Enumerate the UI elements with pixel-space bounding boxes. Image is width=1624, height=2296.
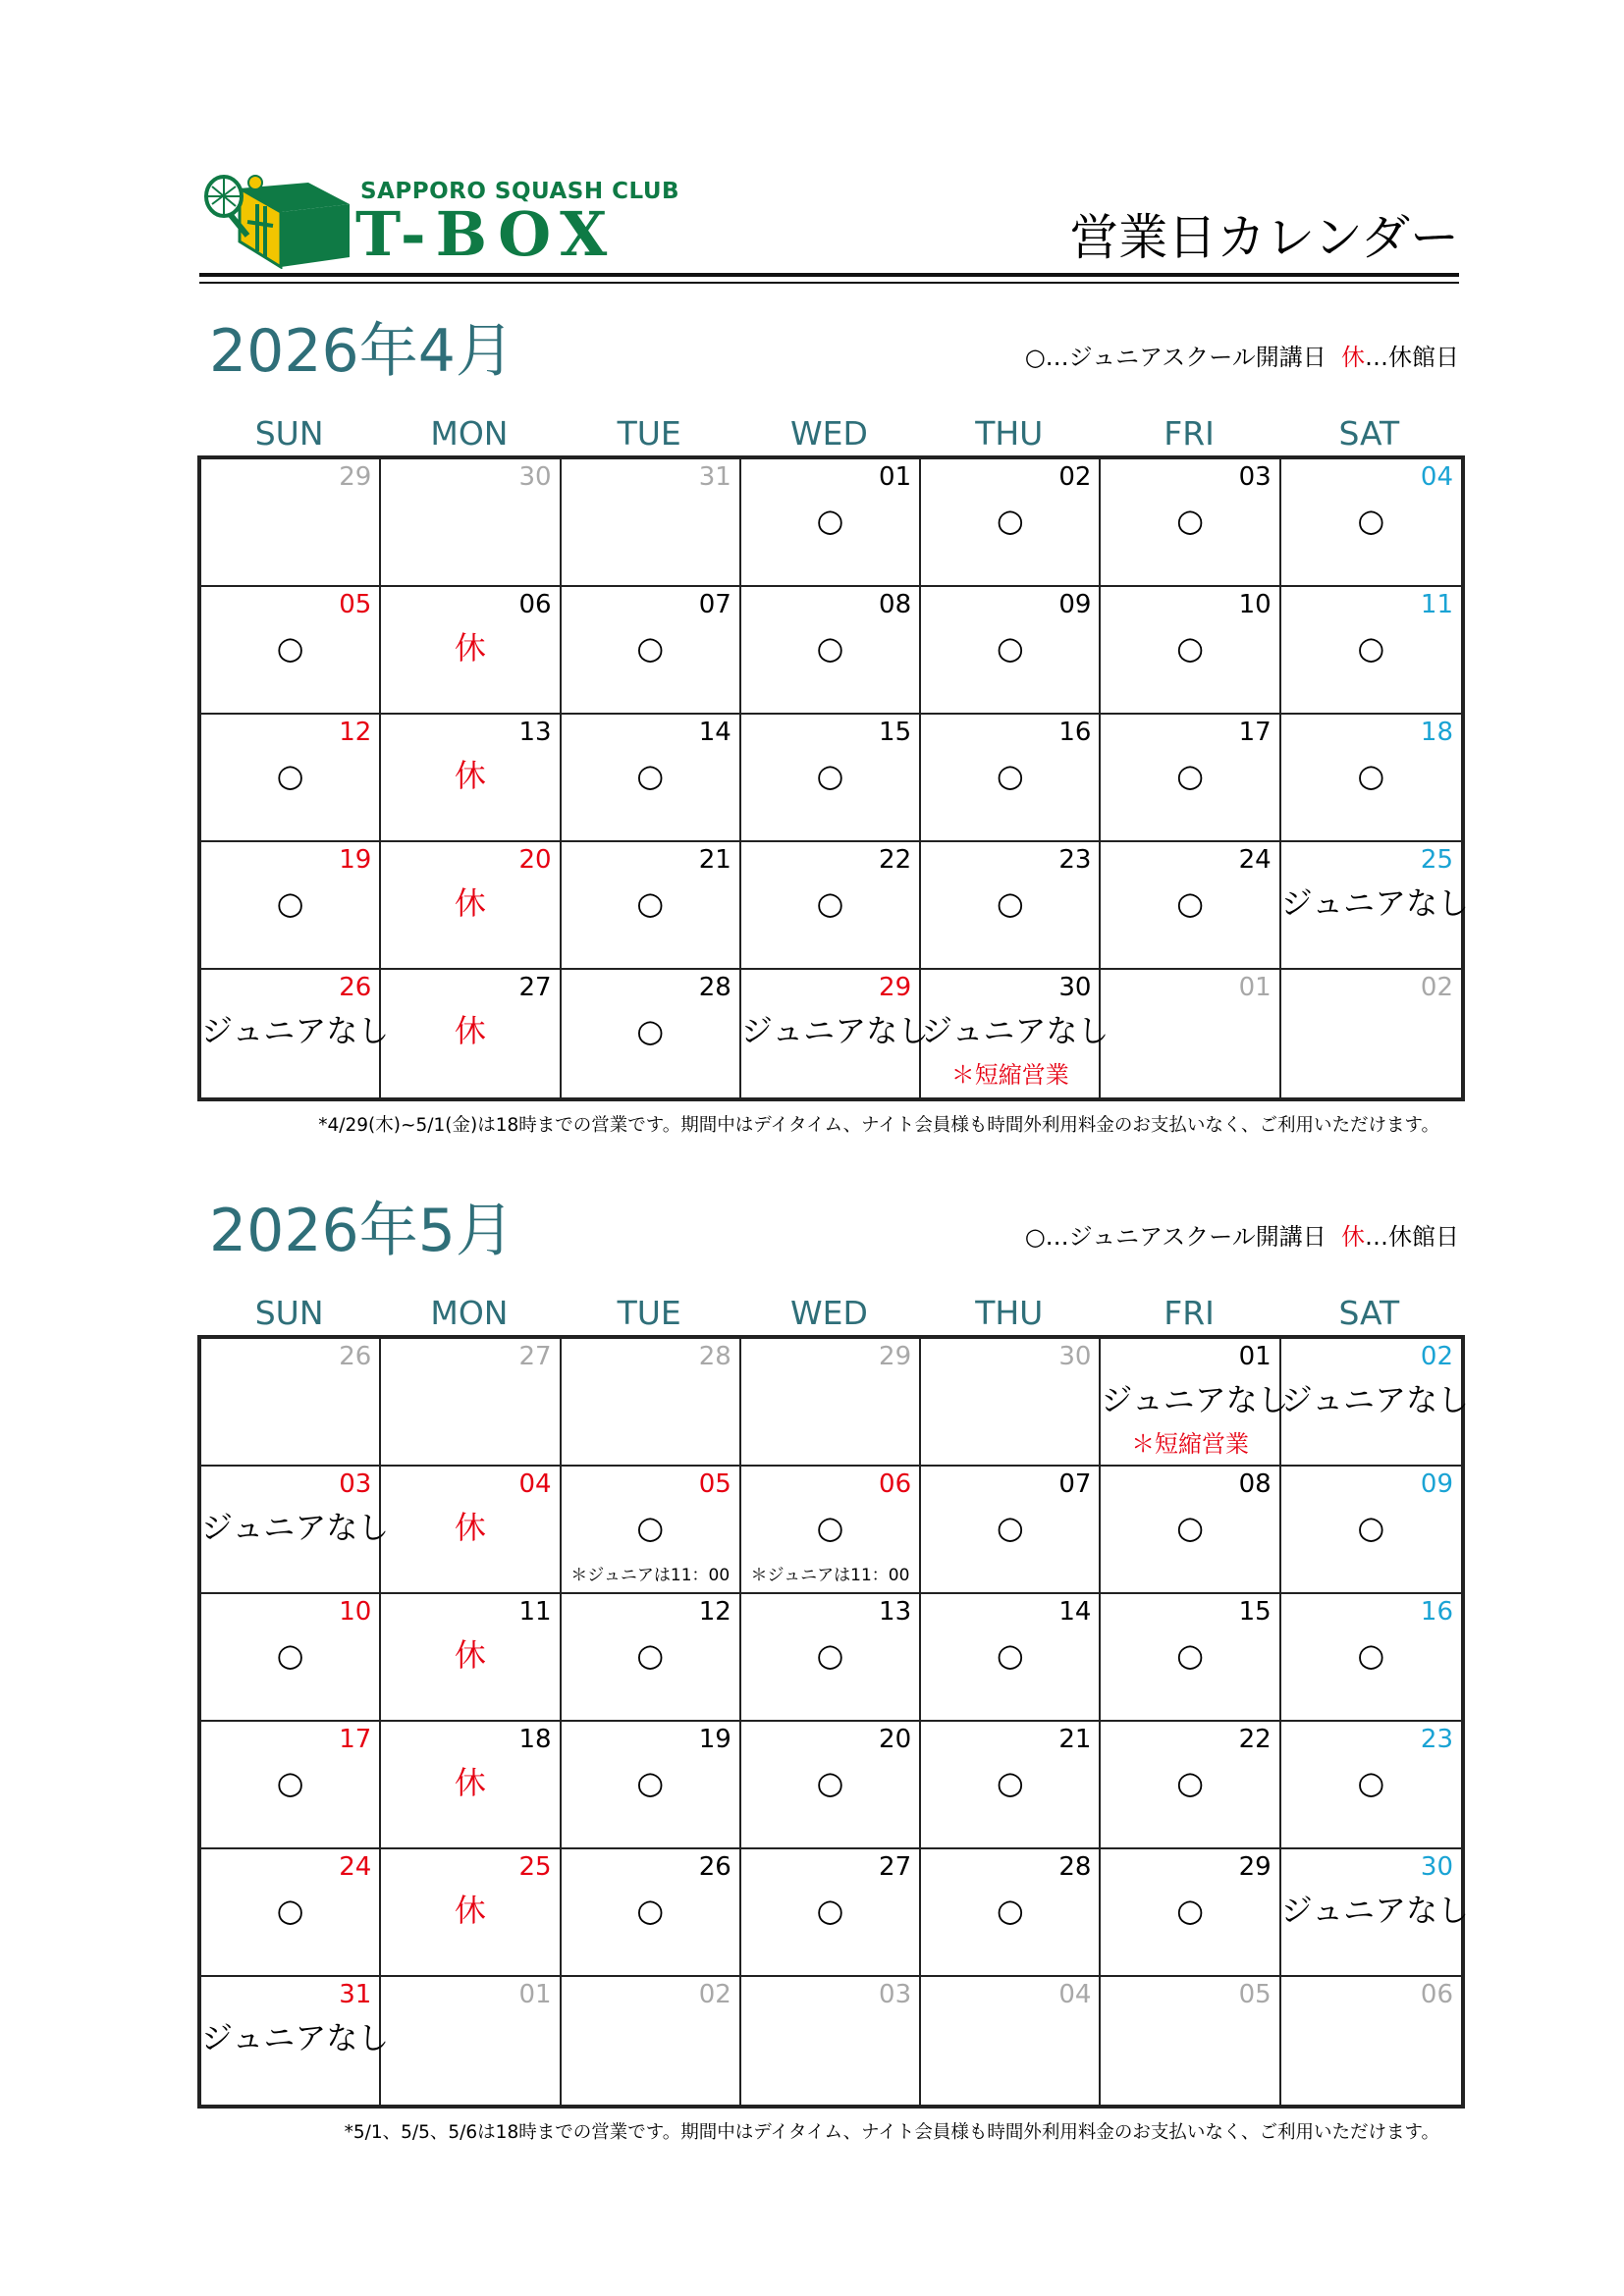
- calendar-day-cell: [1280, 1849, 1470, 1977]
- calendar-day-cell: [381, 970, 561, 1097]
- calendar-day-cell: [1101, 1339, 1289, 1467]
- legend-closed-symbol: 休: [1341, 1223, 1365, 1251]
- day-number: 04: [1058, 1980, 1092, 2009]
- day-number: 06: [518, 590, 552, 619]
- weekday-wed: WED: [790, 1294, 868, 1332]
- junior-school-mark: ○: [276, 757, 304, 794]
- calendar-day-cell: [1101, 459, 1280, 587]
- calendar-day-cell: [381, 587, 561, 715]
- calendar-day-cell: [1101, 1849, 1280, 1977]
- day-number: 30: [518, 462, 552, 492]
- day-number: 01: [1238, 973, 1272, 1002]
- junior-school-mark: ○: [636, 1509, 665, 1546]
- calendar-day-cell: [201, 1339, 381, 1467]
- no-junior-label: ジュニアなし: [201, 1012, 390, 1049]
- junior-school-mark: ○: [276, 1764, 304, 1801]
- header-divider: [199, 273, 1459, 277]
- day-number: 10: [1238, 590, 1272, 619]
- calendar-day-cell: [1101, 1467, 1280, 1594]
- weekday-header: [199, 1294, 1459, 1333]
- calendar-day-cell: [562, 1722, 741, 1849]
- day-number: 28: [1058, 1852, 1092, 1882]
- club-logo: [200, 171, 680, 270]
- calendar-day-cell: [201, 1849, 381, 1977]
- junior-school-mark: ○: [1176, 1509, 1205, 1546]
- calendar-day-cell: [562, 842, 741, 970]
- calendar-day-cell: [562, 1977, 741, 2105]
- junior-school-mark: ○: [816, 1764, 844, 1801]
- junior-school-mark: ○: [636, 1764, 665, 1801]
- junior-school-mark: ○: [1176, 884, 1205, 922]
- weekday-sun: SUN: [254, 1294, 324, 1332]
- legend-closed-symbol: 休: [1341, 344, 1365, 371]
- calendar-day-cell: [1281, 587, 1461, 715]
- calendar-day-cell: [1101, 1594, 1280, 1722]
- weekday-thu: THU: [975, 414, 1044, 453]
- no-junior-label: ジュニアなし: [1280, 1892, 1470, 1929]
- day-number: 02: [698, 1980, 731, 2009]
- page-title: 営業日カレンダー: [1069, 209, 1459, 266]
- calendar-day-cell: [1281, 970, 1461, 1097]
- day-number: 29: [879, 1342, 912, 1371]
- club-name: SAPPORO SQUASH CLUB: [360, 179, 680, 204]
- junior-time-note: ＊ジュニアは11：00: [750, 1566, 910, 1585]
- calendar-day-cell: [1101, 970, 1280, 1097]
- day-number: 03: [339, 1469, 372, 1499]
- calendar-day-cell: [741, 1467, 921, 1594]
- legend: [1025, 1222, 1459, 1252]
- weekday-mon: MON: [430, 1294, 509, 1332]
- short-hours-note: ＊短縮営業: [1131, 1430, 1250, 1458]
- calendar-day-cell: [562, 459, 741, 587]
- junior-school-mark: ○: [816, 1636, 844, 1674]
- calendar-day-cell: [201, 1467, 390, 1594]
- legend-open-symbol: ○: [1024, 344, 1046, 371]
- day-number: 14: [1058, 1597, 1092, 1627]
- day-number: 28: [698, 973, 731, 1002]
- closed-mark: 休: [454, 629, 486, 667]
- junior-school-mark: ○: [816, 502, 844, 539]
- junior-school-mark: ○: [1357, 1764, 1385, 1801]
- day-number: 29: [339, 462, 372, 492]
- day-number: 30: [1058, 1342, 1092, 1371]
- calendar-day-cell: [201, 587, 381, 715]
- weekday-sun: SUN: [254, 414, 324, 453]
- no-junior-label: ジュニアなし: [921, 1012, 1110, 1049]
- junior-school-mark: ○: [996, 1764, 1024, 1801]
- header-divider-thin: [199, 282, 1459, 284]
- calendar-day-cell: [921, 1977, 1101, 2105]
- legend-open-symbol: ○: [1024, 1223, 1046, 1251]
- calendar-day-cell: [1281, 1467, 1461, 1594]
- day-number: 08: [1238, 1469, 1272, 1499]
- no-junior-label: ジュニアなし: [201, 1509, 390, 1546]
- calendar-grid: [197, 455, 1470, 1101]
- day-number: 09: [1058, 590, 1092, 619]
- no-junior-label: ジュニアなし: [1280, 884, 1470, 922]
- calendar-day-cell: [1101, 842, 1280, 970]
- day-number: 26: [339, 973, 372, 1002]
- calendar-day-cell: [921, 1849, 1101, 1977]
- day-number: 08: [879, 590, 912, 619]
- day-number: 19: [339, 845, 372, 875]
- month-title: 2026年5月: [209, 1197, 514, 1265]
- day-number: 10: [339, 1597, 372, 1627]
- junior-school-mark: ○: [816, 1892, 844, 1929]
- day-number: 16: [1420, 1597, 1453, 1627]
- junior-school-mark: ○: [276, 884, 304, 922]
- day-number: 01: [1238, 1342, 1272, 1371]
- calendar-day-cell: [562, 1849, 741, 1977]
- day-number: 03: [1238, 462, 1272, 492]
- junior-school-mark: ○: [816, 884, 844, 922]
- junior-school-mark: ○: [1357, 1509, 1385, 1546]
- no-junior-label: ジュニアなし: [740, 1012, 930, 1049]
- calendar-day-cell: [1280, 842, 1470, 970]
- junior-school-mark: ○: [1357, 629, 1385, 667]
- weekday-fri: FRI: [1164, 414, 1215, 453]
- junior-school-mark: ○: [816, 757, 844, 794]
- calendar-day-cell: [741, 459, 921, 587]
- day-number: 23: [1058, 845, 1092, 875]
- day-number: 18: [518, 1725, 552, 1754]
- calendar-day-cell: [562, 1594, 741, 1722]
- no-junior-label: ジュニアなし: [1280, 1381, 1470, 1418]
- calendar-day-cell: [381, 842, 561, 970]
- calendar-day-cell: [741, 1722, 921, 1849]
- junior-school-mark: ○: [996, 1892, 1024, 1929]
- day-number: 01: [518, 1980, 552, 2009]
- no-junior-label: ジュニアなし: [201, 2019, 390, 2056]
- junior-school-mark: ○: [996, 757, 1024, 794]
- day-number: 15: [1238, 1597, 1272, 1627]
- day-number: 30: [1058, 973, 1092, 1002]
- calendar-day-cell: [381, 1467, 561, 1594]
- calendar-day-cell: [741, 842, 921, 970]
- weekday-header: [199, 414, 1459, 454]
- footnote: *5/1、5/5、5/6は18時までの営業です。期間中はデイタイム、ナイト会員様も時間外利用料金のお支払いなく、ご利用いただけます。: [344, 2122, 1439, 2143]
- legend-closed-text: …休館日: [1365, 344, 1459, 371]
- day-number: 15: [879, 718, 912, 747]
- day-number: 22: [879, 845, 912, 875]
- day-number: 09: [1420, 1469, 1453, 1499]
- day-number: 24: [1238, 845, 1272, 875]
- calendar-day-cell: [381, 1977, 561, 2105]
- day-number: 27: [518, 1342, 552, 1371]
- calendar-day-cell: [921, 970, 1110, 1097]
- calendar-day-cell: [921, 1339, 1101, 1467]
- day-number: 22: [1238, 1725, 1272, 1754]
- day-number: 07: [1058, 1469, 1092, 1499]
- day-number: 29: [1238, 1852, 1272, 1882]
- day-number: 03: [879, 1980, 912, 2009]
- legend-closed-text: …休館日: [1365, 1223, 1459, 1251]
- day-number: 07: [698, 590, 731, 619]
- junior-school-mark: ○: [276, 1636, 304, 1674]
- day-number: 12: [339, 718, 372, 747]
- legend-open-text: …ジュニアスクール開講日: [1045, 344, 1326, 371]
- calendar-day-cell: [921, 715, 1101, 842]
- day-number: 28: [698, 1342, 731, 1371]
- closed-mark: 休: [454, 884, 486, 922]
- day-number: 05: [1238, 1980, 1272, 2009]
- day-number: 05: [698, 1469, 731, 1499]
- junior-school-mark: ○: [816, 1509, 844, 1546]
- day-number: 27: [879, 1852, 912, 1882]
- day-number: 11: [1420, 590, 1453, 619]
- calendar-day-cell: [562, 1339, 741, 1467]
- calendar-day-cell: [201, 842, 381, 970]
- junior-school-mark: ○: [636, 757, 665, 794]
- calendar-day-cell: [1281, 459, 1461, 587]
- junior-school-mark: ○: [1176, 757, 1205, 794]
- legend-open-text: …ジュニアスクール開講日: [1045, 1223, 1326, 1251]
- calendar-day-cell: [381, 1722, 561, 1849]
- calendar-day-cell: [381, 459, 561, 587]
- calendar-day-cell: [741, 587, 921, 715]
- calendar-day-cell: [562, 970, 741, 1097]
- calendar-day-cell: [381, 1594, 561, 1722]
- closed-mark: 休: [454, 757, 486, 794]
- junior-school-mark: ○: [996, 629, 1024, 667]
- junior-school-mark: ○: [996, 502, 1024, 539]
- squash-box-logo-icon: [200, 171, 355, 269]
- calendar-day-cell: [1101, 1722, 1280, 1849]
- day-number: 26: [698, 1852, 731, 1882]
- calendar-day-cell: [201, 715, 381, 842]
- day-number: 19: [698, 1725, 731, 1754]
- weekday-thu: THU: [975, 1294, 1044, 1332]
- day-number: 05: [339, 590, 372, 619]
- closed-mark: 休: [454, 1764, 486, 1801]
- day-number: 02: [1420, 973, 1453, 1002]
- calendar-day-cell: [381, 1339, 561, 1467]
- day-number: 17: [339, 1725, 372, 1754]
- day-number: 31: [698, 462, 731, 492]
- footnote: *4/29(木)~5/1(金)は18時までの営業です。期間中はデイタイム、ナイト会員様も時間外利用料金のお支払いなく、ご利用いただけます。: [318, 1115, 1439, 1136]
- calendar-grid: [197, 1335, 1470, 2109]
- day-number: 20: [879, 1725, 912, 1754]
- day-number: 29: [879, 973, 912, 1002]
- day-number: 21: [1058, 1725, 1092, 1754]
- day-number: 30: [1420, 1852, 1453, 1882]
- calendar-day-cell: [921, 1467, 1101, 1594]
- day-number: 13: [879, 1597, 912, 1627]
- day-number: 17: [1238, 718, 1272, 747]
- day-number: 24: [339, 1852, 372, 1882]
- calendar-day-cell: [562, 587, 741, 715]
- day-number: 25: [518, 1852, 552, 1882]
- junior-school-mark: ○: [276, 1892, 304, 1929]
- calendar-day-cell: [741, 1594, 921, 1722]
- calendar-day-cell: [741, 1339, 921, 1467]
- weekday-mon: MON: [430, 414, 509, 453]
- junior-school-mark: ○: [1176, 502, 1205, 539]
- closed-mark: 休: [454, 1012, 486, 1049]
- closed-mark: 休: [454, 1892, 486, 1929]
- calendar-day-cell: [921, 1594, 1101, 1722]
- calendar-day-cell: [201, 459, 381, 587]
- junior-school-mark: ○: [636, 1012, 665, 1049]
- junior-school-mark: ○: [276, 629, 304, 667]
- legend: [1025, 343, 1459, 372]
- junior-school-mark: ○: [1357, 502, 1385, 539]
- day-number: 26: [339, 1342, 372, 1371]
- calendar-day-cell: [381, 1849, 561, 1977]
- calendar-day-cell: [1281, 715, 1461, 842]
- weekday-fri: FRI: [1164, 1294, 1215, 1332]
- day-number: 01: [879, 462, 912, 492]
- calendar-day-cell: [921, 1722, 1101, 1849]
- calendar-day-cell: [381, 715, 561, 842]
- weekday-wed: WED: [790, 414, 868, 453]
- junior-school-mark: ○: [1176, 1636, 1205, 1674]
- day-number: 04: [1420, 462, 1453, 492]
- day-number: 31: [339, 1980, 372, 2009]
- day-number: 14: [698, 718, 731, 747]
- calendar-day-cell: [1280, 1339, 1470, 1467]
- calendar-day-cell: [562, 1467, 741, 1594]
- weekday-tue: TUE: [617, 1294, 681, 1332]
- brand-name: T-BOX: [355, 198, 618, 270]
- day-number: 06: [1420, 1980, 1453, 2009]
- junior-school-mark: ○: [1176, 629, 1205, 667]
- day-number: 21: [698, 845, 731, 875]
- calendar-day-cell: [1101, 1977, 1280, 2105]
- junior-school-mark: ○: [636, 1636, 665, 1674]
- month-title: 2026年4月: [209, 317, 514, 386]
- short-hours-note: ＊短縮営業: [950, 1061, 1069, 1089]
- no-junior-label: ジュニアなし: [1101, 1381, 1289, 1418]
- junior-school-mark: ○: [1357, 1636, 1385, 1674]
- junior-school-mark: ○: [1357, 757, 1385, 794]
- day-number: 23: [1420, 1725, 1453, 1754]
- calendar-day-cell: [201, 1722, 381, 1849]
- weekday-tue: TUE: [617, 414, 681, 453]
- calendar-day-cell: [562, 715, 741, 842]
- calendar-day-cell: [741, 715, 921, 842]
- junior-school-mark: ○: [636, 1892, 665, 1929]
- weekday-sat: SAT: [1338, 414, 1400, 453]
- day-number: 27: [518, 973, 552, 1002]
- day-number: 25: [1420, 845, 1453, 875]
- weekday-sat: SAT: [1338, 1294, 1400, 1332]
- day-number: 06: [879, 1469, 912, 1499]
- calendar-day-cell: [1101, 587, 1280, 715]
- calendar-day-cell: [1281, 1977, 1461, 2105]
- day-number: 02: [1058, 462, 1092, 492]
- junior-school-mark: ○: [1176, 1892, 1205, 1929]
- calendar-day-cell: [741, 1977, 921, 2105]
- junior-school-mark: ○: [996, 1509, 1024, 1546]
- calendar-day-cell: [740, 970, 930, 1097]
- day-number: 04: [518, 1469, 552, 1499]
- junior-school-mark: ○: [996, 1636, 1024, 1674]
- calendar-day-cell: [201, 970, 390, 1097]
- day-number: 16: [1058, 718, 1092, 747]
- calendar-day-cell: [921, 842, 1101, 970]
- closed-mark: 休: [454, 1636, 486, 1674]
- calendar-day-cell: [201, 1977, 390, 2105]
- junior-school-mark: ○: [1176, 1764, 1205, 1801]
- junior-school-mark: ○: [996, 884, 1024, 922]
- day-number: 11: [518, 1597, 552, 1627]
- calendar-day-cell: [921, 459, 1101, 587]
- junior-school-mark: ○: [816, 629, 844, 667]
- day-number: 02: [1420, 1342, 1453, 1371]
- calendar-day-cell: [1101, 715, 1280, 842]
- day-number: 20: [518, 845, 552, 875]
- day-number: 18: [1420, 718, 1453, 747]
- closed-mark: 休: [454, 1509, 486, 1546]
- junior-school-mark: ○: [636, 629, 665, 667]
- junior-time-note: ＊ジュニアは11：00: [570, 1566, 731, 1585]
- day-number: 12: [698, 1597, 731, 1627]
- calendar-day-cell: [741, 1849, 921, 1977]
- junior-school-mark: ○: [636, 884, 665, 922]
- calendar-day-cell: [921, 587, 1101, 715]
- calendar-day-cell: [1281, 1722, 1461, 1849]
- day-number: 13: [518, 718, 552, 747]
- calendar-day-cell: [1281, 1594, 1461, 1722]
- calendar-day-cell: [201, 1594, 381, 1722]
